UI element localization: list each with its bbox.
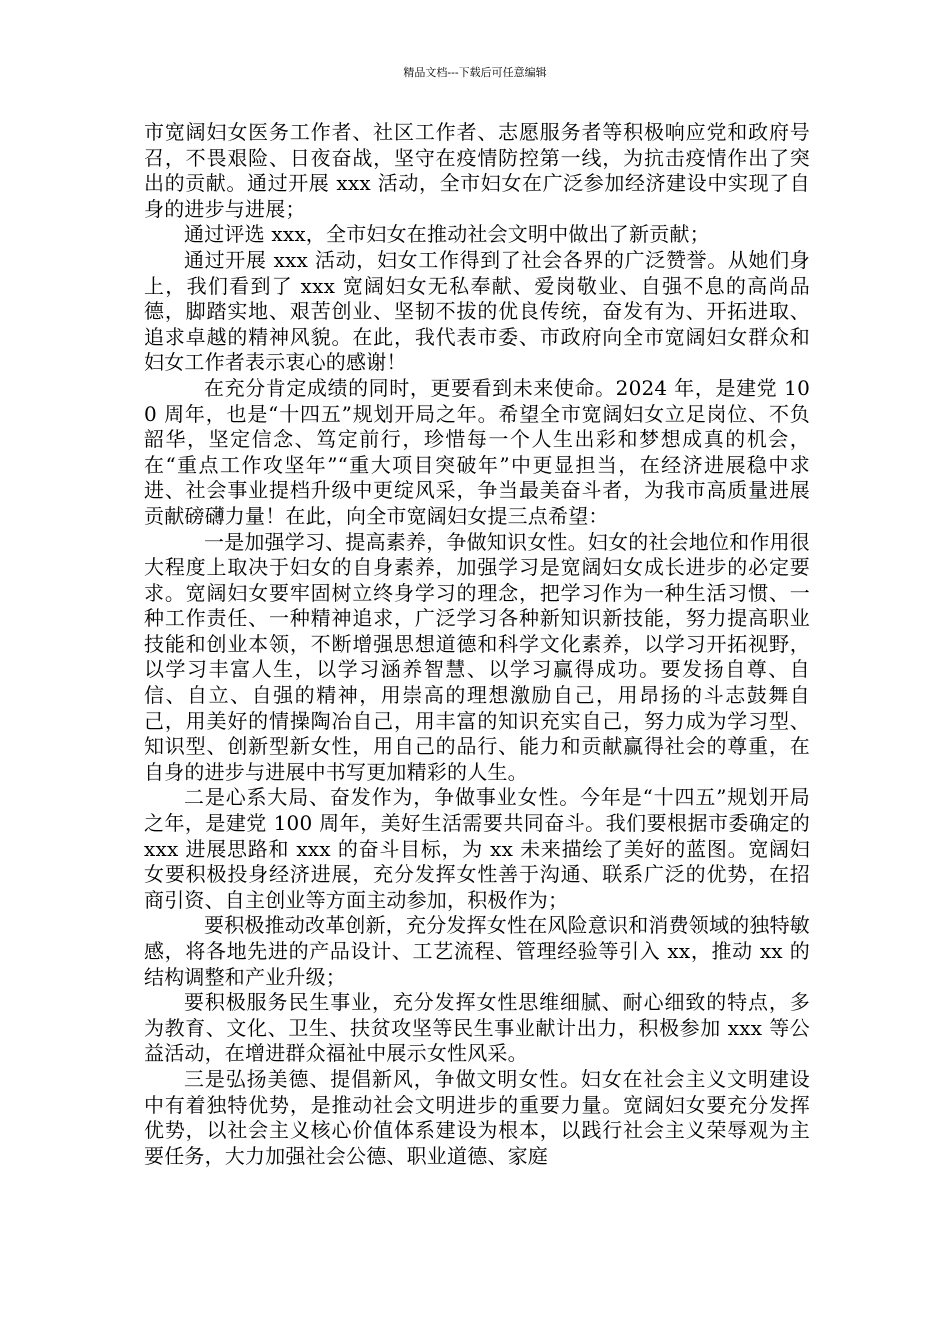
document-body — [144, 120, 810, 1169]
paragraph-8: 要积极服务民生事业，充分发挥女性思维细腻、耐心细致的特点，多为教育、文化、卫生、扶贫攻坚等民生事业献计出力，积极参加 xxx 等公益活动，在增进群众福祉中展示女性风采。 — [144, 990, 810, 1066]
paragraph-6: 二是心系大局、奋发作为，争做事业女性。今年是“十四五”规划开局之年，是建党 100 周年，美好生活需要共同奋斗。我们要根据市委确定的 xxx 进展思路和 xxx 的奋斗目标，为 xx 未来描绘了美好的蓝图。宽阔妇女要积极投身经济进展，充分发挥女性善于沟通、联系广泛的优势，在招商引资、自主创业等方面主动参加，积极作为； — [144, 785, 810, 912]
paragraph-2: 通过评选 xxx，全市妇女在推动社会文明中做出了新贡献； — [184, 222, 710, 247]
paragraph-7: 要积极推动改革创新，充分发挥女性在风险意识和消费领域的独特敏感，将各地先进的产品设计、工艺流程、管理经验等引入 xx，推动 xx 的结构调整和产业升级； — [144, 913, 810, 989]
paragraph-1: 市宽阔妇女医务工作者、社区工作者、志愿服务者等积极响应党和政府号召，不畏艰险、日夜奋战，坚守在疫情防控第一线，为抗击疫情作出了突出的贡献。通过开展 xxx 活动，全市妇女在广泛参加经济建设中实现了自身的进步与进展； — [144, 120, 810, 221]
paragraph-3: 通过开展 xxx 活动，妇女工作得到了社会各界的广泛赞誉。从她们身上，我们看到了 xxx 宽阔妇女无私奉献、爱岗敬业、自强不息的高尚品德，脚踏实地、艰苦创业、坚韧不拔的优良传统，奋发有为、开拓进取、追求卓越的精神风貌。在此，我代表市委、市政府向全市宽阔妇女群众和妇女工作者表示衷心的感谢！ — [144, 247, 810, 375]
paragraph-4: 在充分肯定成绩的同时，更要看到未来使命。2024 年，是建党 100 周年，也是“十四五”规划开局之年。希望全市宽阔妇女立足岗位、不负韶华，坚定信念、笃定前行，珍惜每一个人生出彩和梦想成真的机会，在“重点工作攻坚年”“重大项目突破年”中更显担当，在经济进展稳中求进、社会事业提档升级中更绽风采，争当最美奋斗者，为我市高质量进展贡献磅礴力量！在此，向全市宽阔妇女提三点希望： — [144, 375, 810, 528]
paragraph-5: 一是加强学习、提高素养，争做知识女性。妇女的社会地位和作用很大程度上取决于妇女的自身素养，加强学习是宽阔妇女成长进步的必定要求。宽阔妇女要牢固树立终身学习的理念，把学习作为一种生活习惯、一种工作责任、一种精神追求，广泛学习各种新知识新技能，努力提高职业技能和创业本领，不断增强思想道德和科学文化素养，以学习开拓视野，以学习丰富人生，以学习涵养智慧、以学习赢得成功。要发扬自尊、自信、自立、自强的精神，用崇高的理想激励自己，用昂扬的斗志鼓舞自己，用美好的情操陶冶自己，用丰富的知识充实自己，努力成为学习型、知识型、创新型新女性，用自己的品行、能力和贡献赢得社会的尊重，在自身的进步与进展中书写更加精彩的人生。 — [144, 529, 810, 784]
paragraph-9: 三是弘扬美德、提倡新风，争做文明女性。妇女在社会主义文明建设中有着独特优势，是推动社会文明进步的重要力量。宽阔妇女要充分发挥优势，以社会主义核心价值体系建设为根本，以践行社会主义荣辱观为主要任务，大力加强社会公德、职业道德、家庭 — [144, 1066, 810, 1168]
page-header: 精品文档---下载后可任意编辑 — [403, 66, 547, 79]
